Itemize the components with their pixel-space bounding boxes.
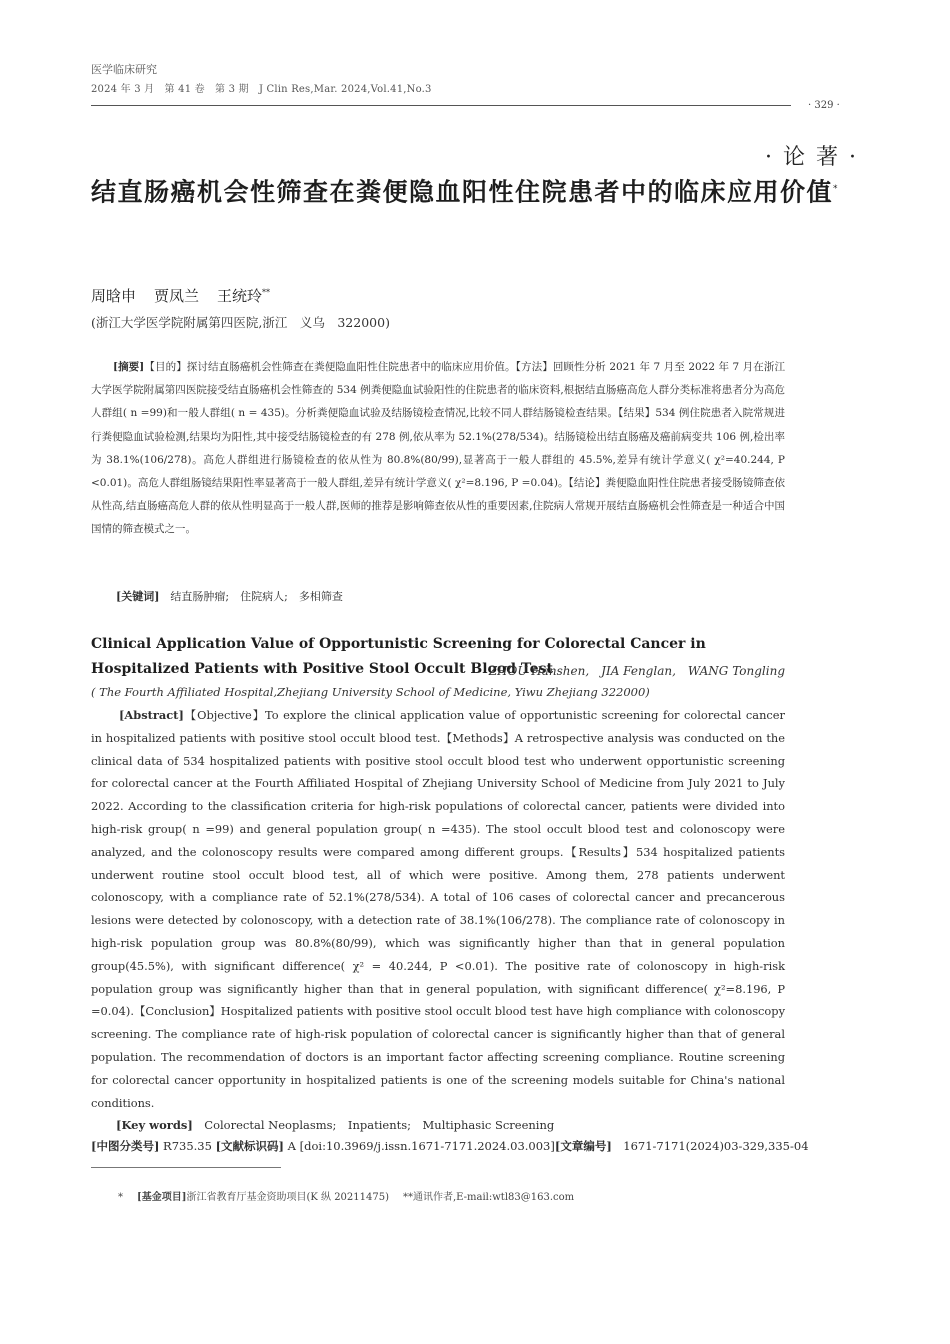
footnote xyxy=(118,1188,574,1203)
english-title xyxy=(91,632,785,682)
doc-code-label: [文献标识码] xyxy=(215,1139,284,1153)
doc-code-value: A xyxy=(287,1139,296,1153)
section-label: · 论 著 · xyxy=(765,145,858,170)
journal-issue-line: 2024 年 3 月 第 41 卷 第 3 期 J Clin Res,Mar. 2024,Vol.41,No.3 xyxy=(91,84,432,95)
page-number: · 329 · xyxy=(808,100,840,111)
chinese-title xyxy=(91,171,871,210)
journal-name: 医学临床研究 xyxy=(91,63,157,76)
classification-line xyxy=(91,1138,809,1154)
english-affiliation xyxy=(91,685,650,699)
article-number-value: 1671-7171(2024)03-329,335-04 xyxy=(623,1139,809,1153)
chinese-authors xyxy=(91,285,270,306)
doi: [doi:10.3969/j.issn.1671-7171.2024.03.003] xyxy=(299,1139,555,1153)
corresponding-mark: ** xyxy=(262,288,271,297)
footnote-divider xyxy=(91,1167,281,1168)
keywords-text: 结直肠肿瘤; 住院病人; 多相筛查 xyxy=(170,590,343,603)
english-keywords xyxy=(116,1117,554,1133)
clc-label: [中图分类号] xyxy=(91,1139,160,1153)
author-name: 贾凤兰 xyxy=(154,287,200,305)
chinese-abstract-body: 【目的】探讨结直肠癌机会性筛查在粪便隐血阳性住院患者中的临床应用价值。【方法】回顾性分析 2021 年 7 月至 2022 年 7 月在浙江大学医学院附属第四医院接受结直肠癌机会性筛查的 534 例粪便隐血试验阳性的住院患者的临床资料,根据结直肠癌高危人群分类标准将患者分为高危人群组( n =99)和一般人群组( n = 435)。分析粪便隐血试验及结肠镜检查情况,比较不同人群结肠镜检查结果。【结果】534 例住院患者入院常规进行粪便隐血试验检测,结果均为阳性,其中接受结肠镜检查的有 278 例,依从率为 52.1%(278/534)。结肠镜检出结直肠癌及癌前病变共 106 例,检出率为 38.1%(106/278)。高危人群组进行肠镜检查的依从性为 80.8%(80/99),显著高于一般人群组的 45.5%,差异有统计学意义( χ²=40.244, P <0.01)。高危人群组肠镜结果阳性率显著高于一般人群组,差异有统计学意义( χ²=8.196, P =0.04)。【结论】粪便隐血阳性住院患者接受肠镜筛查依从性高,结直肠癌高危人群的依从性明显高于一般人群,医师的推荐是影响筛查依从性的重要因素,住院病人常规开展结直肠癌机会性筛查是一种适合中国国情的筛查模式之一。 xyxy=(91,361,785,536)
author-name: 周晗申 xyxy=(91,287,137,305)
chinese-title-text: 结直肠癌机会性筛查在粪便隐血阳性住院患者中的临床应用价值 xyxy=(91,177,834,207)
clc-value: R735.35 xyxy=(163,1139,212,1153)
chinese-abstract xyxy=(91,356,785,542)
fund-text: 浙江省教育厅基金资助项目(K 纵 20211475) xyxy=(186,1192,389,1203)
english-abstract-body: 【Objective】To explore the clinical application value of opportunistic screening for colorectal cancer in hospitalized patients with positive stool occult blood test.【Methods】A retrospective analysis was conducted on the clinical data of 534 hospitalized patients with positive stool occult blood test who underwent opportunistic screening for colorectal cancer at the Fourth Affiliated Hospital of Zhejiang University School of Medicine from July 2021 to July 2022. According to the classification criteria for high-risk populations of colorectal cancer, patients were divided into high-risk group( n =99) and general population group( n =435). The stool occult blood test and colonoscopy were analyzed, and the colonoscopy results were compared among different groups.【Results】534 hospitalized patients underwent routine stool occult blood test, all of which were positive. Among them, 278 patients underwent colonoscopy, with a compliance rate of 52.1%(278/534). A total of 106 cases of colorectal cancer and precancerous lesions were detected by colonoscopy, with a detection rate of 38.1%(106/278). The compliance rate of colonoscopy in high-risk population group was 80.8%(80/99), which was significantly higher than that in general population group(45.5%), with significant difference( χ² = 40.244, P <0.01). The positive rate of colonoscopy in high-risk population group was significantly higher than that in general population, with significant difference( χ²=8.196, P =0.04).【Conclusion】Hospitalized patients with positive stool occult blood test have high compliance with colonoscopy screening. The compliance rate of high-risk population of colorectal cancer is significantly higher than that of general population. The recommendation of doctors is an important factor affecting screening compliance. Routine screening for colorectal cancer opportunity in hospitalized patients is one of the screening models suitable for China's national conditions. xyxy=(91,708,786,1110)
english-abstract xyxy=(91,704,785,1114)
abstract-label-en: [Abstract] xyxy=(119,708,184,722)
author-name: 王统玲 xyxy=(217,287,263,305)
fund-label: [基金项目] xyxy=(137,1192,187,1203)
abstract-label: [摘要] xyxy=(113,361,145,373)
article-number-label: [文章编号] xyxy=(554,1139,612,1153)
title-footnote-mark: * xyxy=(833,184,840,194)
keywords-label-en: [Key words] xyxy=(116,1118,193,1132)
header-divider xyxy=(91,105,791,106)
english-affiliation-text: ( The Fourth Affiliated Hospital,Zhejiang University School of Medicine, Yiwu Zhejiang 322000) xyxy=(91,685,650,699)
chinese-keywords xyxy=(116,588,343,604)
keywords-label: [关键词] xyxy=(116,590,160,603)
corresponding-footnote-mark: ** xyxy=(403,1192,413,1203)
corresponding-author: 通讯作者,E-mail:wtl83@163.com xyxy=(413,1192,575,1203)
footnote-mark: * xyxy=(118,1192,123,1203)
keywords-text-en: Colorectal Neoplasms; Inpatients; Multiphasic Screening xyxy=(204,1118,555,1132)
chinese-affiliation: (浙江大学医学院附属第四医院,浙江 义乌 322000) xyxy=(91,315,390,330)
english-title-text: Clinical Application Value of Opportunistic Screening for Colorectal Cancer in Hospitalized Patients with Positive Stool Occult Blood Test xyxy=(91,636,706,677)
english-authors: ZHOU Hanshen, JIA Fenglan, WANG Tongling xyxy=(488,664,785,678)
